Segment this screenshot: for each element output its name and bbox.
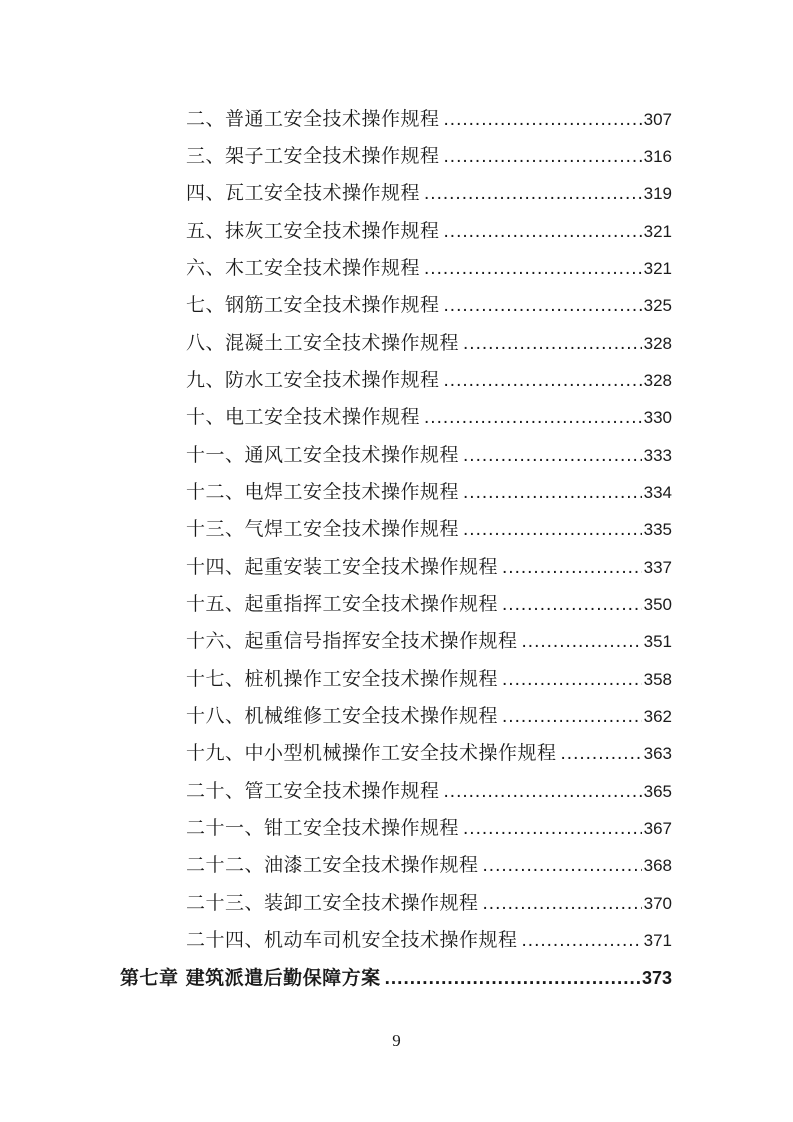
dot-leader <box>502 590 642 620</box>
toc-chapter-page: 373 <box>641 968 672 988</box>
dot-leader <box>385 964 640 994</box>
toc-chapter-entry[interactable] <box>120 963 672 993</box>
toc-entry-title: 二十四、机动车司机安全技术操作规程 <box>186 929 518 951</box>
toc-entry-page: 321 <box>643 259 672 278</box>
toc-entry[interactable] <box>186 178 672 208</box>
toc-entry-page: 328 <box>643 334 672 353</box>
toc-entry-page: 370 <box>643 894 672 913</box>
toc-entry-title: 十二、电焊工安全技术操作规程 <box>186 481 460 503</box>
toc-entry-page: 363 <box>643 744 672 763</box>
toc-entry[interactable] <box>186 477 672 507</box>
toc-entry[interactable] <box>186 925 672 955</box>
toc-entry[interactable] <box>186 216 672 246</box>
dot-leader <box>444 217 642 247</box>
toc-entry-page: 316 <box>643 147 672 166</box>
dot-leader <box>502 702 642 732</box>
toc-entry[interactable] <box>186 664 672 694</box>
toc-entry-title: 十三、气焊工安全技术操作规程 <box>186 518 460 540</box>
toc-entry-page: 362 <box>643 707 672 726</box>
toc-entry-page: 335 <box>643 520 672 539</box>
toc-entry-title: 十一、通风工安全技术操作规程 <box>186 444 460 466</box>
dot-leader <box>424 254 642 284</box>
toc-entry[interactable] <box>186 888 672 918</box>
toc-entry[interactable] <box>186 626 672 656</box>
toc-entry-page: 368 <box>643 856 672 875</box>
dot-leader <box>561 739 642 769</box>
toc-chapter-title: 第七章 建筑派遣后勤保障方案 <box>120 967 381 989</box>
toc-entry[interactable] <box>186 589 672 619</box>
toc-entry-title: 十五、起重指挥工安全技术操作规程 <box>186 593 499 615</box>
toc-entry-title: 十四、起重安装工安全技术操作规程 <box>186 556 499 578</box>
dot-leader <box>444 291 642 321</box>
toc-entry-title: 九、防水工安全技术操作规程 <box>186 369 440 391</box>
toc-entry-title: 二十一、钳工安全技术操作规程 <box>186 817 460 839</box>
toc-entry-page: 351 <box>643 632 672 651</box>
toc-entry-page: 358 <box>643 670 672 689</box>
toc-entry-page: 367 <box>643 819 672 838</box>
dot-leader <box>483 889 642 919</box>
toc-entry-title: 二十、管工安全技术操作规程 <box>186 780 440 802</box>
dot-leader <box>463 478 642 508</box>
toc-entry-page: 328 <box>643 371 672 390</box>
dot-leader <box>502 553 642 583</box>
dot-leader <box>522 627 642 657</box>
dot-leader <box>444 142 642 172</box>
toc-entry[interactable] <box>186 514 672 544</box>
toc-entry-page: 330 <box>643 408 672 427</box>
toc-entry[interactable] <box>186 328 672 358</box>
toc-entry-title: 八、混凝土工安全技术操作规程 <box>186 332 460 354</box>
toc-entry-page: 321 <box>643 222 672 241</box>
toc-entry-page: 371 <box>643 931 672 950</box>
toc-entry-page: 337 <box>643 558 672 577</box>
toc-entry[interactable] <box>186 290 672 320</box>
toc-entry[interactable] <box>186 738 672 768</box>
toc-entry[interactable] <box>186 776 672 806</box>
toc-entry-title: 二十三、装卸工安全技术操作规程 <box>186 892 479 914</box>
dot-leader <box>444 366 642 396</box>
toc-entry-page: 334 <box>643 483 672 502</box>
dot-leader <box>483 851 642 881</box>
toc-entry-page: 319 <box>643 184 672 203</box>
toc-entry-title: 十八、机械维修工安全技术操作规程 <box>186 705 499 727</box>
toc-entry-page: 333 <box>643 446 672 465</box>
dot-leader <box>444 777 642 807</box>
toc-entry-title: 十六、起重信号指挥安全技术操作规程 <box>186 630 518 652</box>
toc-entry-page: 350 <box>643 595 672 614</box>
toc-entry[interactable] <box>186 440 672 470</box>
toc-entry-title: 二十二、油漆工安全技术操作规程 <box>186 854 479 876</box>
dot-leader <box>463 814 642 844</box>
toc-entry[interactable] <box>186 552 672 582</box>
toc-entry[interactable] <box>186 850 672 880</box>
dot-leader <box>463 441 642 471</box>
dot-leader <box>463 515 642 545</box>
toc-entry-page: 365 <box>643 782 672 801</box>
toc-entry[interactable] <box>186 813 672 843</box>
toc-entry[interactable] <box>186 141 672 171</box>
toc-entry-title: 四、瓦工安全技术操作规程 <box>186 182 421 204</box>
toc-entry-title: 七、钢筋工安全技术操作规程 <box>186 294 440 316</box>
dot-leader <box>444 105 642 135</box>
dot-leader <box>463 329 642 359</box>
dot-leader <box>424 403 642 433</box>
toc-entry-title: 十七、桩机操作工安全技术操作规程 <box>186 668 499 690</box>
dot-leader <box>502 665 642 695</box>
toc-entry-title: 二、普通工安全技术操作规程 <box>186 108 440 130</box>
toc-entry-page: 325 <box>643 296 672 315</box>
toc-entry-title: 十九、中小型机械操作工安全技术操作规程 <box>186 742 557 764</box>
toc-entry[interactable] <box>186 402 672 432</box>
page-number: 9 <box>392 1031 401 1050</box>
toc-entry-title: 三、架子工安全技术操作规程 <box>186 145 440 167</box>
toc-entry[interactable] <box>186 104 672 134</box>
toc-entry-title: 五、抹灰工安全技术操作规程 <box>186 220 440 242</box>
toc-entry-title: 十、电工安全技术操作规程 <box>186 406 421 428</box>
toc-entry[interactable] <box>186 365 672 395</box>
dot-leader <box>522 926 642 956</box>
dot-leader <box>424 179 642 209</box>
toc-entry[interactable] <box>186 253 672 283</box>
toc-entry[interactable] <box>186 701 672 731</box>
toc-entry-page: 307 <box>643 110 672 129</box>
toc-entry-title: 六、木工安全技术操作规程 <box>186 257 421 279</box>
